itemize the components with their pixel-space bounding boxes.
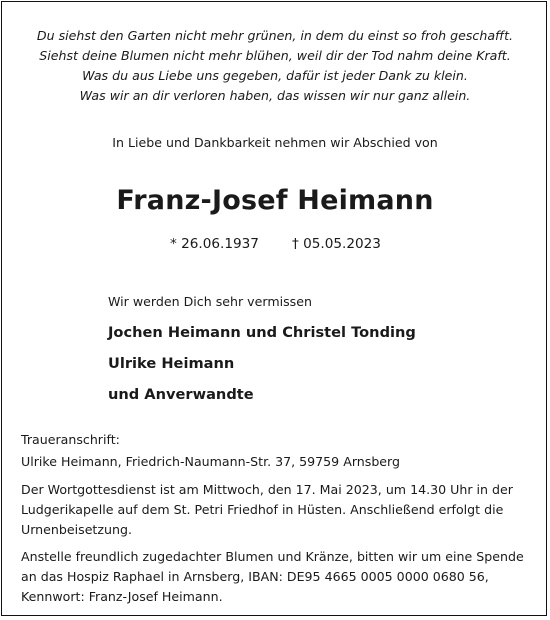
birth-date: * 26.06.1937 bbox=[170, 236, 259, 252]
obituary-notice bbox=[1, 1, 547, 616]
poem-line: Was wir an dir verloren haben, das wissen wir nur ganz allein. bbox=[79, 88, 471, 103]
mourning-address-label: Traueranschrift: bbox=[21, 432, 120, 447]
poem-line: Du siehst den Garten nicht mehr grünen, in dem du einst so froh geschafft. bbox=[36, 28, 514, 43]
farewell-intro: In Liebe und Dankbarkeit nehmen wir Abschied von bbox=[112, 135, 438, 150]
donation-line: Anstelle freundlich zugedachter Blumen und Kränze, bitten wir um eine Spende bbox=[21, 549, 524, 564]
death-date: † 05.05.2023 bbox=[292, 236, 381, 252]
poem bbox=[2, 26, 548, 106]
deceased-name: Franz-Josef Heimann bbox=[116, 185, 434, 216]
miss-text: Wir werden Dich sehr vermissen bbox=[108, 294, 312, 309]
poem-line: Siehst deine Blumen nicht mehr blühen, weil dir der Tod nahm deine Kraft. bbox=[39, 48, 511, 63]
donation-line: Kennwort: Franz-Josef Heimann. bbox=[21, 589, 223, 604]
service-line: Ludgerikapelle auf dem St. Petri Friedhof in Hüsten. Anschließend erfolgt die bbox=[21, 502, 504, 517]
mourner-name: Jochen Heimann und Christel Tonding bbox=[108, 324, 416, 341]
mourner-name: Ulrike Heimann bbox=[108, 355, 235, 372]
mourning-address: Ulrike Heimann, Friedrich-Naumann-Str. 37, 59759 Arnsberg bbox=[21, 454, 401, 469]
service-line: Der Wortgottesdienst ist am Mittwoch, den 17. Mai 2023, um 14.30 Uhr in der bbox=[21, 482, 513, 497]
donation-line: an das Hospiz Raphael in Arnsberg, IBAN: DE95 4665 0005 0000 0680 56, bbox=[21, 569, 489, 584]
poem-line: Was du aus Liebe uns gegeben, dafür ist jeder Dank zu klein. bbox=[82, 68, 468, 83]
donation-request bbox=[21, 547, 524, 607]
mourner-name: und Anverwandte bbox=[108, 386, 254, 403]
service-line: Urnenbeisetzung. bbox=[21, 522, 132, 537]
service-details bbox=[21, 480, 513, 540]
